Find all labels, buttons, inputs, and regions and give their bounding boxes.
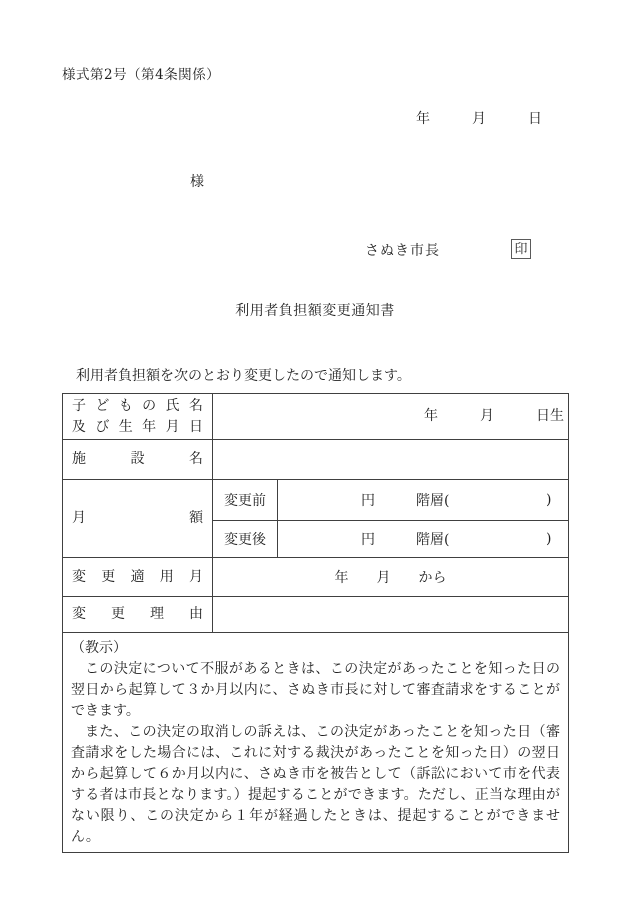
after-change-label: 変更後 [224, 532, 266, 548]
amount-after-cell [278, 521, 569, 558]
row-child [63, 394, 569, 440]
before-change-label: 変更前 [224, 493, 266, 509]
row-facility [63, 440, 569, 480]
notice-paragraph: この決定について不服があるときは、この決定があったことを知った日の翌日から起算して３か月以内に、さぬき市長に対して審査請求をすることができます。 [71, 661, 560, 719]
tier-close-label: ) [546, 531, 552, 547]
yen-unit-label: 円 [361, 532, 375, 548]
sender-name: さぬき市長 [365, 243, 440, 259]
intro-text: 利用者負担額を次のとおり変更したので通知します。 [76, 368, 411, 384]
reason-label: 変 更 理 由 [72, 606, 203, 622]
child-name-birth-cell [213, 394, 569, 440]
reason-cell [213, 597, 569, 633]
apply-month-template: 年 月 から [334, 570, 447, 586]
row-reason [63, 597, 569, 633]
seal-box [511, 239, 531, 259]
yen-unit-label: 円 [361, 493, 375, 509]
monthly-label: 月 額 [72, 510, 203, 526]
notification-table [62, 393, 569, 853]
tier-open-label: 階層( [416, 532, 450, 548]
row-notice [63, 633, 569, 853]
notice-heading: （教示） [71, 640, 127, 656]
facility-label: 施 設 名 [72, 451, 203, 467]
seal-mark: 印 [514, 242, 528, 257]
row-amount-before [63, 480, 569, 521]
form-number: 様式第2号（第4条関係） [62, 67, 221, 83]
child-label-line2: 及 び 生 年 月 日 [72, 418, 203, 435]
reason-label-cell [63, 597, 213, 633]
child-label-line1: 子 ど も の 氏 名 [72, 397, 203, 414]
apply-month-label-cell [63, 558, 213, 597]
after-change-label-cell [213, 521, 278, 558]
child-label-cell [63, 394, 213, 440]
issue-date-line: 年 月 日 [416, 111, 542, 127]
tier-open-label: 階層( [416, 493, 450, 509]
tier-close-label: ) [546, 492, 552, 508]
birth-date-template: 年 月 日生 [424, 407, 564, 424]
apply-month-cell [213, 558, 569, 597]
page-title: 利用者負担額変更通知書 [235, 303, 395, 319]
apply-month-label: 変 更 適 用 月 [72, 568, 203, 585]
before-change-label-cell [213, 480, 278, 521]
row-apply-month [63, 558, 569, 597]
monthly-label-cell [63, 480, 213, 558]
notice-paragraph: また、この決定の取消しの訴えは、この決定があったことを知った日（審査請求をした場合には、これに対する裁決があったことを知った日）の翌日から起算して６か月以内に、さぬき市を被告として（訴訟において市を代表する者は市長となります。）提起することができます。ただし、正当な理由がない限り、この決定から１年が経過したときは、提起することができません。 [71, 724, 560, 845]
notice-cell [63, 633, 569, 853]
facility-name-cell [213, 440, 569, 480]
facility-label-cell [63, 440, 213, 480]
addressee-suffix: 様 [190, 174, 204, 190]
amount-before-cell [278, 480, 569, 521]
